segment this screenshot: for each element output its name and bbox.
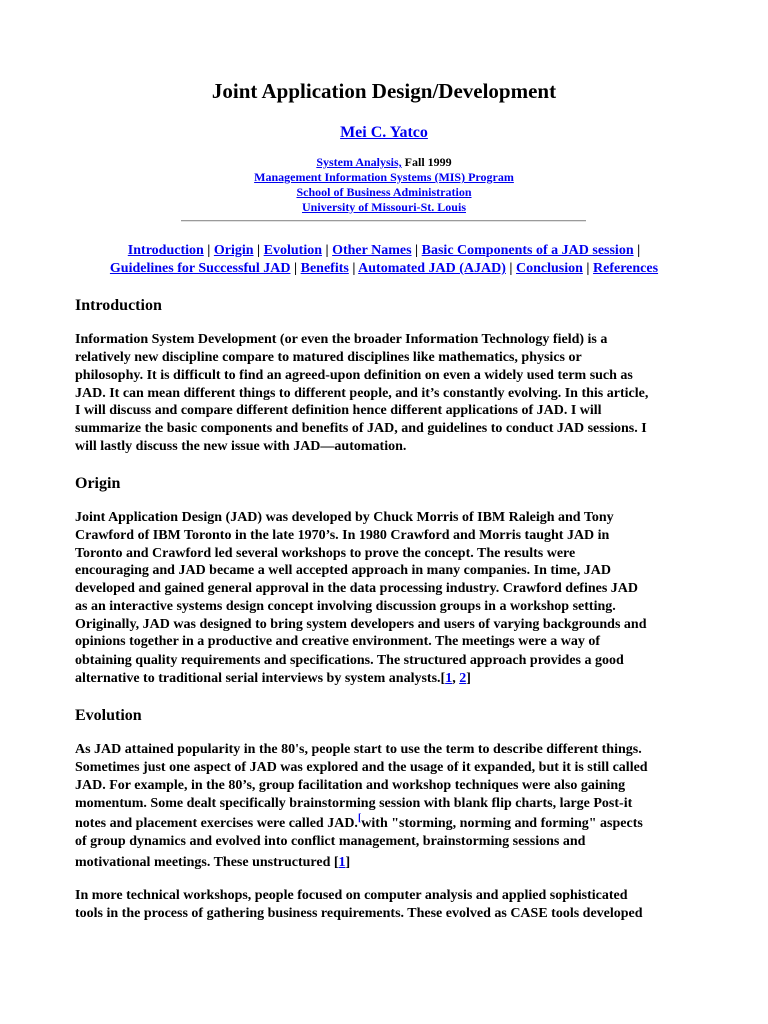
paragraph-line-with-footnote — [75, 815, 643, 833]
paragraph-line: JAD. It can mean different things to different people, and it’s constantly evolving. In this article, — [75, 386, 649, 401]
nav-separator: | — [411, 243, 422, 258]
nav-separator: | — [253, 243, 264, 258]
paragraph-line: Sometimes just one aspect of JAD was explored and the usage of it expanded, but it is still called — [75, 760, 648, 775]
nav-separator: | — [348, 261, 359, 276]
paragraph-line: tools in the process of gathering business requirements. These evolved as CASE tools developed — [75, 906, 643, 921]
paragraph-line: summarize the basic components and benefits of JAD, and guidelines to conduct JAD sessions. I — [75, 421, 647, 436]
nav-separator: | — [505, 261, 516, 276]
paragraph-line: philosophy. It is difficult to find an agreed-upon definition on even a widely used term such as — [75, 368, 633, 383]
program-link[interactable]: Management Information Systems (MIS) Program — [254, 170, 514, 184]
nav-evolution[interactable]: Evolution — [263, 243, 322, 258]
footnote-marker[interactable]: [ — [357, 813, 362, 824]
nav-references[interactable]: References — [593, 261, 659, 276]
nav-row-2 — [0, 260, 768, 278]
university-line — [0, 200, 768, 215]
page-title: Joint Application Design/Development — [211, 79, 557, 103]
nav-automated-jad[interactable]: Automated JAD (AJAD) — [358, 261, 506, 276]
nav-other-names[interactable]: Other Names — [332, 243, 412, 258]
paragraph-text: with "storming, norming and forming" aspects — [361, 816, 643, 831]
paragraph-line: In more technical workshops, people focused on computer analysis and applied sophisticated — [75, 888, 628, 903]
paragraph-line: Information System Development (or even the broader Information Technology field) is a — [75, 332, 608, 347]
ref-separator: , — [452, 671, 460, 686]
paragraph-line: relatively new discipline compare to matured disciplines like mathematics, physics or — [75, 350, 582, 365]
nav-guidelines[interactable]: Guidelines for Successful JAD — [109, 261, 291, 276]
section-heading-origin: Origin — [75, 475, 121, 492]
reference-link-1[interactable]: 1 — [445, 671, 453, 686]
paragraph-line: Crawford of IBM Toronto in the late 1970’s. In 1980 Crawford and Morris taught JAD in — [75, 528, 610, 543]
section-heading-evolution: Evolution — [75, 707, 142, 724]
paragraph-line: as an interactive systems design concept involving discussion groups in a workshop setting. — [75, 599, 616, 614]
paragraph-line: will lastly discuss the new issue with JAD—automation. — [75, 439, 407, 454]
nav-separator: | — [633, 243, 641, 258]
paragraph-line: encouraging and JAD became a well accepted approach in many companies. In time, JAD — [75, 563, 612, 578]
paragraph-line: opinions together in a productive and creative environment. The meetings were a way of — [75, 634, 600, 649]
paragraph-line: I will discuss and compare different definition hence different applications of JAD. I will — [75, 403, 602, 418]
course-link[interactable]: System Analysis, — [316, 155, 402, 169]
paragraph-line: obtaining quality requirements and specifications. The structured approach provides a good — [75, 653, 624, 668]
paragraph-line-with-refs — [75, 670, 471, 687]
paragraph-line: of group dynamics and evolved into conflict management, brainstorming sessions and — [75, 834, 586, 849]
ref-close: ] — [345, 855, 351, 870]
nav-separator: | — [322, 243, 333, 258]
author-name — [0, 123, 768, 143]
author-link[interactable]: Mei C. Yatco — [340, 124, 428, 141]
school-link[interactable]: School of Business Administration — [296, 185, 472, 199]
paragraph-text: motivational meetings. These unstructured [ — [75, 855, 339, 870]
nav-conclusion[interactable]: Conclusion — [516, 261, 583, 276]
university-link[interactable]: University of Missouri-St. Louis — [301, 200, 466, 214]
nav-origin[interactable]: Origin — [213, 243, 254, 258]
paragraph-text: notes and placement exercises were called JAD. — [75, 816, 358, 831]
paragraph-text: alternative to traditional serial interviews by system analysts.[ — [75, 671, 446, 686]
course-term: Fall 1999 — [401, 155, 452, 169]
paragraph-line: Toronto and Crawford led several workshops to prove the concept. The results were — [75, 546, 576, 561]
paragraph-line: Joint Application Design (JAD) was developed by Chuck Morris of IBM Raleigh and Tony — [75, 510, 614, 525]
nav-introduction[interactable]: Introduction — [127, 243, 204, 258]
paragraph-line-with-refs — [75, 854, 350, 871]
paragraph-line: As JAD attained popularity in the 80's, people start to use the term to describe different things. — [75, 742, 642, 757]
paragraph-line: developed and gained general approval in the data processing industry. Crawford defines JAD — [75, 581, 639, 596]
paragraph-line: Originally, JAD was designed to bring system developers and users of varying backgrounds and — [75, 617, 647, 632]
nav-separator: | — [203, 243, 214, 258]
header-divider — [181, 220, 586, 222]
section-heading-introduction: Introduction — [75, 297, 162, 314]
ref-close: ] — [466, 671, 471, 686]
paragraph-line: momentum. Some dealt specifically brainstorming session with blank flip charts, large Post-it — [75, 796, 633, 811]
nav-separator: | — [290, 261, 301, 276]
program-line — [0, 170, 768, 185]
paragraph-line: JAD. For example, in the 80’s, group facilitation and workshop techniques were also gaining — [75, 778, 626, 793]
nav-row-1 — [0, 242, 768, 260]
nav-basic-components[interactable]: Basic Components of a JAD session — [421, 243, 634, 258]
nav-benefits[interactable]: Benefits — [300, 261, 349, 276]
reference-link-2[interactable]: 2 — [459, 671, 467, 686]
reference-link-1[interactable]: 1 — [338, 855, 346, 870]
course-line — [0, 155, 768, 170]
nav-separator: | — [582, 261, 594, 276]
school-line — [0, 185, 768, 200]
